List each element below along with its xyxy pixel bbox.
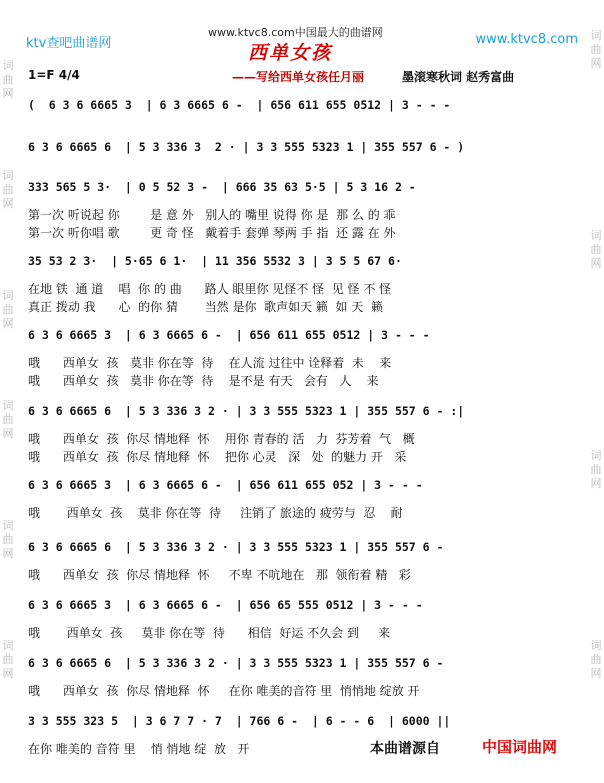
lyric-line: 哦 西单女 孩 你尽 情地释 怀 不卑 不吭地在 那 领衔着 精 彩 [28, 568, 411, 582]
watermark-char: 词 [590, 449, 602, 462]
watermark-char: 网 [2, 87, 14, 100]
dedication: ——写给西单女孩任月丽 [232, 70, 365, 84]
lyric-line: 哦 西单女 孩 莫非 你在等 待 注销了 旅途的 疲劳与 忍 耐 [28, 506, 403, 520]
watermark-char: 曲 [2, 303, 14, 316]
watermark-char: 网 [2, 197, 14, 210]
notation-line: 333 565 5 3· | 0 5 52 3 - | 666 35 63 5·5 | 5 3 16 2 - [28, 180, 416, 194]
site-label-right[interactable]: www.ktvc8.com [475, 32, 578, 47]
watermark-char: 词 [590, 229, 602, 242]
notation-line: 6 3 6 6665 3 | 6 3 6665 6 - | 656 611 655 052 | 3 - - - [28, 478, 423, 492]
notation-line: 35 53 2 3· | 5·65 6 1· | 11 356 5532 3 | 3 5 5 67 6· [28, 254, 402, 268]
notation-line: 6 3 6 6665 6 | 5 3 336 3 2 · | 3 3 555 5323 1 | 355 557 6 - ) [28, 140, 465, 154]
watermark-char: 词 [2, 399, 14, 412]
notation-line: 6 3 6 6665 6 | 5 3 336 3 2 · | 3 3 555 5323 1 | 355 557 6 - [28, 540, 444, 554]
key-signature: 1=F 4/4 [28, 68, 80, 82]
lyric-line: 哦 西单女 孩 莫非 你在等 待 是不是 有天 会有 人 来 [28, 374, 379, 388]
watermark-char: 网 [590, 257, 602, 270]
notation-line: ( 6 3 6 6665 3 | 6 3 6665 6 - | 656 611 655 0512 | 3 - - - [28, 98, 451, 112]
credits: 墨滚寒秋词 赵秀富曲 [402, 70, 515, 84]
notation-line: 6 3 6 6665 6 | 5 3 336 3 2 · | 3 3 555 5323 1 | 355 557 6 - [28, 656, 444, 670]
song-title: 西单女孩 [248, 42, 333, 64]
lyric-line: 真正 拨动 我 心 的你 猜 当然 是你 歌声如天 籁 如 天 籁 [28, 300, 383, 314]
watermark-char: 网 [590, 57, 602, 70]
watermark-char: 网 [2, 317, 14, 330]
watermark-char: 网 [590, 667, 602, 680]
lyric-line: 哦 西单女 孩 你尽 情地释 怀 在你 唯美的音符 里 悄悄地 绽放 开 [28, 684, 420, 698]
watermark-char: 词 [2, 289, 14, 302]
watermark-char: 词 [2, 169, 14, 182]
watermark-char: 词 [2, 59, 14, 72]
watermark-char: 词 [590, 29, 602, 42]
watermark-char: 网 [2, 427, 14, 440]
watermark-char: 词 [590, 639, 602, 652]
watermark-char: 曲 [2, 653, 14, 666]
watermark-char: 曲 [2, 183, 14, 196]
left-side-watermark [0, 0, 16, 783]
watermark-char: 曲 [590, 243, 602, 256]
lyric-line: 在你 唯美的 音符 里 悄 悄地 绽 放 开 [28, 742, 250, 756]
lyric-line: 哦 西单女 孩 莫非 你在等 待 在人流 过往中 诠释着 未 来 [28, 356, 392, 370]
notation-line: 3 3 555 323 5 | 3 6 7 7 · 7 | 766 6 - | 6 - - 6 | 6000 || [28, 714, 451, 728]
watermark-char: 词 [2, 519, 14, 532]
watermark-char: 曲 [590, 43, 602, 56]
watermark-char: 曲 [2, 533, 14, 546]
watermark-char: 网 [2, 547, 14, 560]
notation-line: 6 3 6 6665 3 | 6 3 6665 6 - | 656 65 555 0512 | 3 - - - [28, 598, 423, 612]
watermark-char: 曲 [2, 73, 14, 86]
lyric-line: 在地 铁 通 道 唱 你 的 曲 路人 眼里你 见怪不 怪 见 怪 不 怪 [28, 282, 392, 296]
lyric-line: 哦 西单女 孩 你尽 情地释 怀 用你 青春的 活 力 芬芳着 气 概 [28, 432, 415, 446]
footer-site-name[interactable]: 中国词曲网 [482, 738, 558, 756]
site-label-center[interactable]: www.ktvc8.com中国最大的曲谱网 [208, 26, 383, 39]
notation-line: 6 3 6 6665 3 | 6 3 6665 6 - | 656 611 655 0512 | 3 - - - [28, 328, 430, 342]
notation-line: 6 3 6 6665 6 | 5 3 336 3 2 · | 3 3 555 5323 1 | 355 557 6 - :| [28, 404, 465, 418]
site-label-left[interactable]: ktv查吧曲谱网 [26, 36, 112, 51]
source-label: 本曲谱源自 [370, 741, 440, 757]
lyric-line: 第一次 听你唱 歌 更 奇 怪 戴着手 套弹 琴两 手 指 还 露 在 外 [28, 226, 396, 240]
lyric-line: 哦 西单女 孩 你尽 情地释 怀 把你 心灵 深 处 的魅力 开 采 [28, 450, 407, 464]
lyric-line: 第一次 听说起 你 是 意 外 别人的 嘴里 说得 你 是 那 么 的 乖 [28, 208, 396, 222]
watermark-char: 曲 [590, 653, 602, 666]
watermark-char: 网 [2, 667, 14, 680]
right-side-watermark [588, 0, 604, 783]
watermark-char: 网 [590, 477, 602, 490]
watermark-char: 曲 [2, 413, 14, 426]
watermark-char: 词 [2, 639, 14, 652]
lyric-line: 哦 西单女 孩 莫非 你在等 待 相信 好运 不久会 到 来 [28, 626, 391, 640]
watermark-char: 曲 [590, 463, 602, 476]
